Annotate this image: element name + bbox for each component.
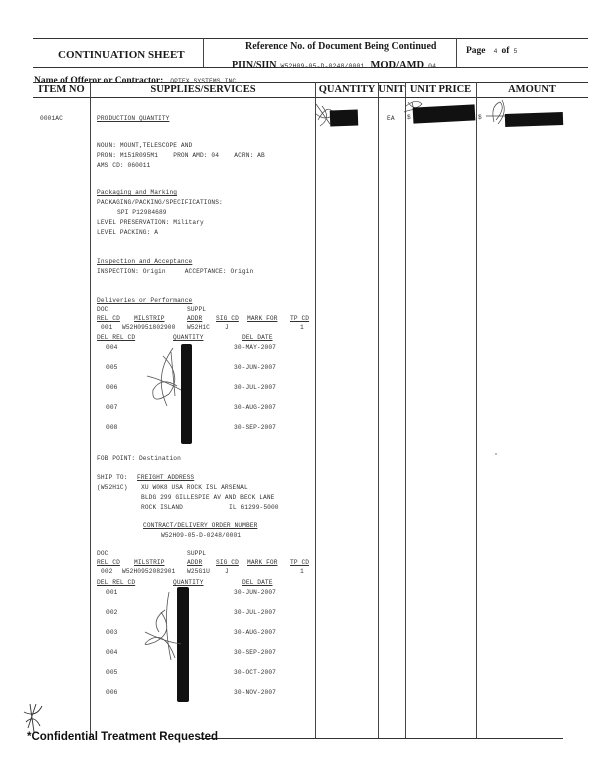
page-of: of — [501, 46, 510, 56]
spi-line: SPI P12984689 — [117, 209, 167, 216]
page-label: Page — [466, 46, 486, 56]
delivery-rel: 005 — [106, 669, 118, 676]
delivery-date: 30-NOV-2007 — [234, 689, 276, 696]
suppl-label: SUPPL — [187, 550, 207, 557]
addr-label: ADDR — [187, 559, 203, 566]
delivery-schedule-1 — [97, 306, 313, 446]
packaging-specs: PACKAGING/PACKING/SPECIFICATIONS: — [97, 199, 223, 206]
delivery-rel: 005 — [106, 364, 118, 371]
deliveries-heading: Deliveries or Performance — [97, 297, 193, 304]
quantity-initials-signature — [143, 346, 193, 418]
tp-cd-label: TP CD — [290, 559, 310, 566]
ship-code: (W52H1C) — [97, 484, 128, 491]
amount-currency: $ — [478, 114, 482, 121]
col-item-no: ITEM NO — [38, 84, 85, 95]
fob-point: FOB POINT: Destination — [97, 455, 181, 462]
milstrip-label: MILSTRIP — [134, 559, 165, 566]
noun-line: NOUN: MOUNT,TELESCOPE AND — [97, 142, 193, 149]
amount-redaction — [505, 112, 563, 127]
piin-value: W52H09-05-D-0248/0001 — [280, 63, 365, 70]
addr-value: W52H1C — [187, 324, 210, 331]
milstrip-value: W52H0951802900 — [122, 324, 176, 331]
ams-line: AMS CD: 060011 — [97, 162, 151, 169]
tp-cd-label: TP CD — [290, 315, 310, 322]
header-top-rule — [33, 38, 588, 39]
page-current: 4 — [493, 48, 498, 55]
offeror-label: Name of Offeror or Contractor: — [34, 76, 164, 86]
ship-state-zip: IL 61299-5000 — [229, 504, 279, 511]
delivery-date: 30-AUG-2007 — [234, 404, 276, 411]
col-unit-price: UNIT PRICE — [409, 84, 472, 95]
mod-label: MOD/AMD — [370, 60, 425, 71]
page-indicator — [466, 40, 517, 58]
mark-for-label: MARK FOR — [247, 559, 278, 566]
delivery-date: 30-MAY-2007 — [234, 344, 276, 351]
ship-city: ROCK ISLAND — [141, 504, 183, 511]
pron-line: PRON: M151R095M1 PRON AMD: 04 ACRN: AB — [97, 152, 265, 159]
addr-label: ADDR — [187, 315, 203, 322]
col-amount: AMOUNT — [508, 84, 556, 95]
suppl-label: SUPPL — [187, 306, 207, 313]
milstrip-value: W52H0952082901 — [122, 568, 176, 575]
delivery-date: 30-SEP-2007 — [234, 649, 276, 656]
col-supplies: SUPPLIES/SERVICES — [150, 84, 256, 95]
sig-cd-value: J — [225, 324, 229, 331]
unit-value: EA — [387, 115, 395, 122]
delivery-date: 30-JUL-2007 — [234, 384, 276, 391]
piin-line — [232, 55, 436, 73]
del-rel-cd-label: DEL REL CD — [97, 334, 136, 341]
delivery-date: 30-JUL-2007 — [234, 609, 276, 616]
quantity-label: QUANTITY — [173, 579, 204, 586]
addr-value: W25G1U — [187, 568, 210, 575]
delivery-date: 30-SEP-2007 — [234, 424, 276, 431]
doc-label: DOC — [97, 550, 109, 557]
unit-price-currency: $ — [407, 114, 411, 121]
sheet-title: CONTINUATION SHEET — [58, 49, 185, 61]
sig-cd-label: SIG CD — [216, 315, 239, 322]
header-divider-1 — [203, 38, 204, 67]
item-title: PRODUCTION QUANTITY — [97, 115, 170, 122]
delivery-date: 30-OCT-2007 — [234, 669, 276, 676]
delivery-rel: 008 — [106, 424, 118, 431]
initials-signature — [22, 702, 44, 734]
level-preservation: LEVEL PRESERVATION: Military — [97, 219, 204, 226]
col-rule-amount — [476, 82, 477, 738]
unit-price-redaction — [413, 104, 476, 123]
tp-cd-value: 1 — [300, 568, 304, 575]
confidential-notice: *Confidential Treatment Requested — [27, 731, 219, 743]
col-rule-supplies — [90, 82, 91, 738]
ship-to-label: SHIP TO: — [97, 474, 128, 481]
del-date-label: DEL DATE — [242, 579, 273, 586]
delivery-rel: 007 — [106, 404, 118, 411]
scan-artifact-dot — [495, 453, 497, 455]
rel-cd-value: 001 — [101, 324, 113, 331]
delivery-rel: 002 — [106, 609, 118, 616]
item-number: 0001AC — [40, 115, 63, 122]
delivery-schedule-2 — [97, 550, 313, 700]
reference-label: Reference No. of Document Being Continued — [245, 41, 437, 52]
offeror-value: OPTEX SYSTEMS INC — [170, 78, 237, 85]
mark-for-label: MARK FOR — [247, 315, 278, 322]
page-total: 5 — [513, 48, 518, 55]
rel-cd-value: 002 — [101, 568, 113, 575]
column-header-top-rule — [33, 82, 588, 83]
delivery-date: 30-JUN-2007 — [234, 364, 276, 371]
col-rule-quantity — [315, 82, 316, 738]
mod-value: 04 — [428, 63, 437, 70]
contract-number: W52H09-05-D-0248/0001 — [161, 532, 242, 539]
doc-label: DOC — [97, 306, 109, 313]
del-rel-cd-label: DEL REL CD — [97, 579, 136, 586]
col-rule-unit-price — [405, 82, 406, 738]
quantity-initials-signature — [135, 592, 189, 664]
tp-cd-value: 1 — [300, 324, 304, 331]
packaging-heading: Packaging and Marking — [97, 189, 178, 196]
delivery-date: 30-JUN-2007 — [234, 589, 276, 596]
col-rule-unit — [378, 82, 379, 738]
milstrip-label: MILSTRIP — [134, 315, 165, 322]
delivery-rel: 004 — [106, 344, 118, 351]
col-quantity: QUANTITY — [318, 84, 376, 95]
sig-cd-value: J — [225, 568, 229, 575]
ship-line-1: XU W0K8 USA ROCK ISL ARSENAL — [141, 484, 248, 491]
header-divider-2 — [456, 38, 457, 67]
ship-line-2: BLDG 299 GILLESPIE AV AND BECK LANE — [141, 494, 275, 501]
contract-heading: CONTRACT/DELIVERY ORDER NUMBER — [143, 522, 258, 529]
inspection-line: INSPECTION: Origin ACCEPTANCE: Origin — [97, 268, 254, 275]
level-packing: LEVEL PACKING: A — [97, 229, 159, 236]
inspection-heading: Inspection and Acceptance — [97, 258, 193, 265]
delivery-rel: 001 — [106, 589, 118, 596]
delivery-rel: 004 — [106, 649, 118, 656]
delivery-date: 30-AUG-2007 — [234, 629, 276, 636]
delivery-rel: 003 — [106, 629, 118, 636]
quantity-redaction — [330, 110, 359, 127]
quantity-label: QUANTITY — [173, 334, 204, 341]
sig-cd-label: SIG CD — [216, 559, 239, 566]
rel-cd-label: REL CD — [97, 315, 120, 322]
ship-to-heading: FREIGHT ADDRESS — [137, 474, 195, 481]
piin-label: PIIN/SIIN — [232, 60, 277, 71]
col-unit: UNIT — [378, 84, 405, 95]
del-date-label: DEL DATE — [242, 334, 273, 341]
delivery-rel: 006 — [106, 384, 118, 391]
footer-rule — [200, 738, 563, 739]
delivery-rel: 006 — [106, 689, 118, 696]
rel-cd-label: REL CD — [97, 559, 120, 566]
